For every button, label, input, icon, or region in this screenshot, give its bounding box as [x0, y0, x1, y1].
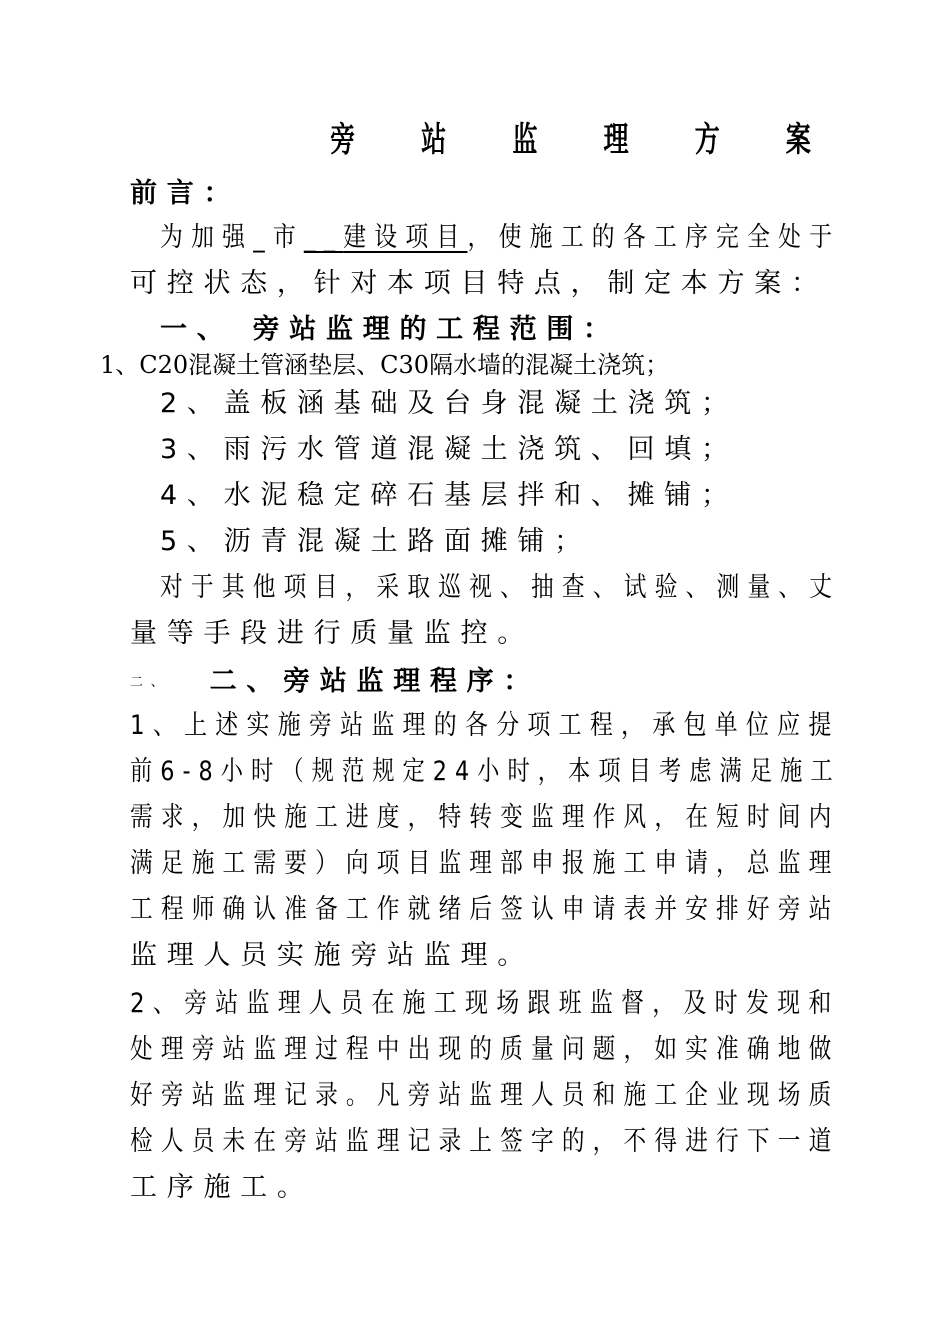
blank-field-2: __ [303, 222, 344, 253]
scope-item-4: 4、水泥稳定碎石基层拌和、摊铺； [160, 480, 738, 511]
procedure-p2-line-4: 检人员未在旁站监理记录上签字的，不得进行下一道 [130, 1126, 840, 1157]
procedure-p1-line-3: 需求，加快施工进度，特转变监理作风，在短时间内 [130, 802, 840, 833]
procedure-p1-line-2: 前6-8小时（规范规定24小时，本项目考虑满足施工 [130, 756, 841, 787]
scope-item-3: 3、雨污水管道混凝土浇筑、回填； [160, 434, 738, 465]
blank-field-1: _ [253, 222, 273, 253]
other-items-line-1: 对于其他项目，采取巡视、抽查、试验、测量、丈 [160, 572, 841, 603]
scope-item-2: 2、盖板涵基础及台身混凝土浇筑； [160, 388, 738, 419]
procedure-p1-line-6: 监理人员实施旁站监理。 [130, 940, 534, 971]
procedure-p1-line-5: 工程师确认准备工作就绪后签认申请表并安排好旁站 [130, 894, 840, 925]
other-items-line-2: 量等手段进行质量监控。 [130, 618, 534, 649]
preface-heading: 前言： [130, 178, 241, 209]
section2-heading: 二、旁站监理程序： [209, 666, 541, 697]
procedure-p2-line-2: 处理旁站监理过程中出现的质量问题，如实准确地做 [130, 1034, 840, 1065]
project-name: 建设项目 [343, 222, 468, 253]
page-title: 旁 站 监 理 方 案 [330, 120, 840, 160]
section1-heading: 一、 旁站监理的工程范围： [160, 314, 620, 345]
procedure-p1-line-1: 1、上述实施旁站监理的各分项工程，承包单位应提 [130, 710, 840, 741]
scope-item-5: 5、沥青混凝土路面摊铺； [160, 526, 591, 557]
procedure-p2-line-5: 工序施工。 [130, 1172, 314, 1203]
list-marker: 二、 [130, 675, 172, 690]
intro-text-a: 为加强 [160, 222, 254, 253]
intro-line-1 [160, 224, 840, 251]
intro-text-b: 市 [272, 222, 304, 253]
procedure-p2-line-1: 2、旁站监理人员在施工现场跟班监督，及时发现和 [130, 988, 840, 1019]
scope-item-1: 1、C20混凝土管涵垫层、C30隔水墙的混凝土浇筑； [100, 351, 670, 379]
intro-text-c: ，使施工的各工序完全处于 [467, 222, 841, 253]
procedure-p2-line-3: 好旁站监理记录。凡旁站监理人员和施工企业现场质 [130, 1080, 840, 1111]
intro-line-2: 可控状态，针对本项目特点，制定本方案： [130, 268, 828, 299]
procedure-p1-line-4: 满足施工需要）向项目监理部申报施工申请，总监理 [130, 848, 840, 879]
section2-heading-row [130, 668, 540, 695]
